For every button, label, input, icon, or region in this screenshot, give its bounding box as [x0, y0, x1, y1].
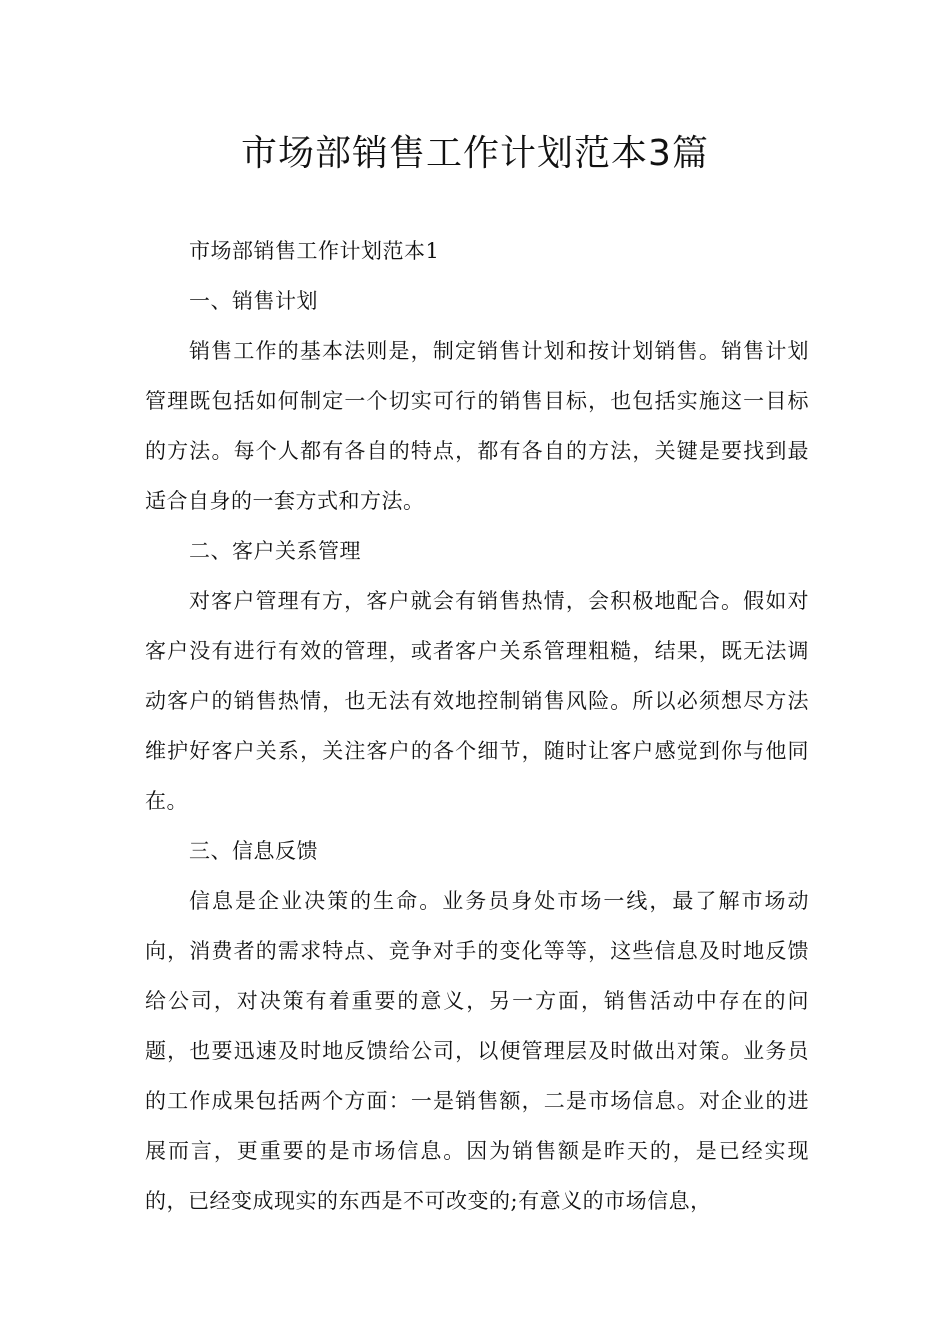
section-heading-sales-plan: 一、销售计划 — [189, 289, 318, 313]
paragraph-customer-relations: 对客户管理有方，客户就会有销售热情，会积极地配合。假如对客户没有进行有效的管理，或者客户关系管理粗糙，结果，既无法调动客户的销售热情，也无法有效地控制销售风险。所以必须想尽方法维护好客户关系，关注客户的各个细节，随时让客户感觉到你与他同在。 — [145, 589, 809, 813]
paragraph-sales-plan: 销售工作的基本法则是，制定销售计划和按计划销售。销售计划管理既包括如何制定一个切实可行的销售目标，也包括实施这一目标的方法。每个人都有各自的特点，都有各自的方法，关键是要找到最适合自身的一套方式和方法。 — [145, 339, 809, 513]
document-title: 市场部销售工作计划范本3篇 — [241, 133, 709, 174]
section-heading-customer-relations: 二、客户关系管理 — [189, 539, 361, 563]
section-heading-plan-1: 市场部销售工作计划范本1 — [189, 239, 440, 263]
section-heading-feedback: 三、信息反馈 — [189, 839, 318, 863]
paragraph-feedback: 信息是企业决策的生命。业务员身处市场一线，最了解市场动向，消费者的需求特点、竞争对手的变化等等，这些信息及时地反馈给公司，对决策有着重要的意义，另一方面，销售活动中存在的问题，也要迅速及时地反馈给公司，以便管理层及时做出对策。业务员的工作成果包括两个方面：一是销售额，二是市场信息。对企业的进展而言，更重要的是市场信息。因为销售额是昨天的，是已经实现的，已经变成现实的东西是不可改变的;有意义的市场信息， — [145, 889, 809, 1213]
document-body — [145, 226, 809, 1226]
